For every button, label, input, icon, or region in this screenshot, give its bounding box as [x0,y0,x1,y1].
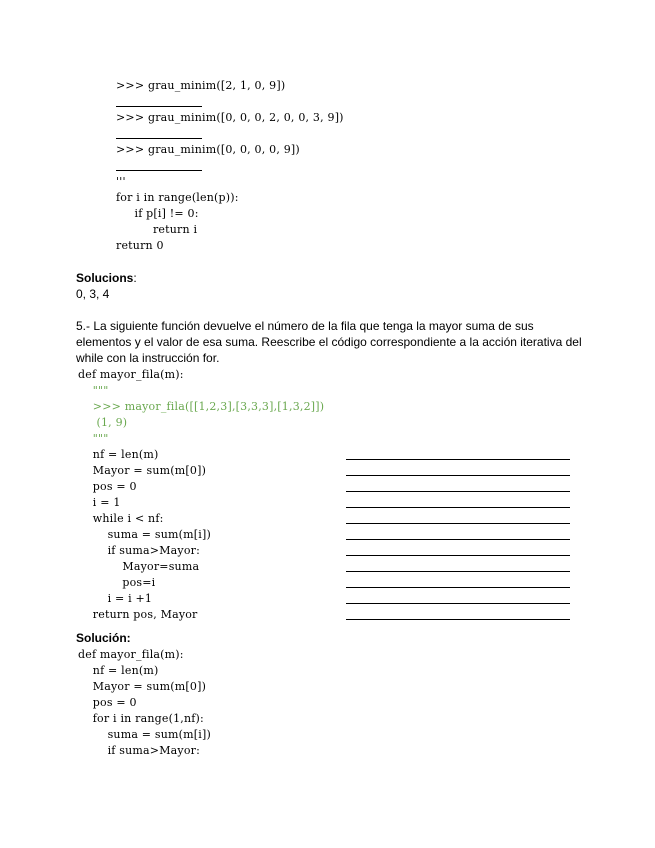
answer-blank [116,106,202,107]
answer-line [346,603,570,604]
code-line: >>> grau_minim([0, 0, 0, 0, 9]) [116,143,300,156]
docstring-line: (1, 9) [78,416,128,429]
code-line: if p[i] != 0: [116,207,199,220]
code-line: nf = len(m) [78,448,159,461]
docstring-line: """ [78,384,109,397]
solutions-colon: : [133,271,137,285]
code-line: if suma>Mayor: [78,744,201,757]
exercise-intro-line: 5.- La siguiente función devuelve el número de la fila que tenga la mayor suma de sus [76,319,534,333]
answer-line [346,619,570,620]
answer-line [346,507,570,508]
solutions-label: Solucions [76,271,134,285]
exercise-intro-line: while con la instrucción for. [76,351,220,365]
answer-blank [116,138,202,139]
answer-blank [116,170,202,171]
docstring-line: >>> mayor_fila([[1,2,3],[3,3,3],[1,3,2]]) [78,400,325,413]
code-line: ''' [116,175,126,188]
code-line: >>> grau_minim([2, 1, 0, 9]) [116,79,286,92]
code-line: return i [116,223,198,236]
solution-heading: Solución: [76,631,131,645]
code-line: i = 1 [78,496,121,509]
exercise-intro-line: elementos y el valor de esa suma. Reescribe el código correspondiente a la acción iterativa del [76,335,582,349]
code-line: while i < nf: [78,512,164,525]
answer-line [346,459,570,460]
code-line: def mayor_fila(m): [78,368,184,381]
solutions-value: 0, 3, 4 [76,287,110,301]
solutions-heading [76,270,137,286]
code-line: if suma>Mayor: [78,544,201,557]
code-line: def mayor_fila(m): [78,648,184,661]
code-line: for i in range(len(p)): [116,191,239,204]
code-line: return pos, Mayor [78,608,198,621]
code-line: Mayor = sum(m[0]) [78,464,207,477]
code-line: return 0 [116,239,164,252]
answer-line [346,523,570,524]
code-line: suma = sum(m[i]) [78,528,211,541]
code-line: pos=i [78,576,156,589]
code-line: suma = sum(m[i]) [78,728,211,741]
code-line: for i in range(1,nf): [78,712,204,725]
code-line: >>> grau_minim([0, 0, 0, 2, 0, 0, 3, 9]) [116,111,344,124]
code-line: pos = 0 [78,480,137,493]
code-line: pos = 0 [78,696,137,709]
code-line: nf = len(m) [78,664,159,677]
answer-line [346,587,570,588]
docstring-line: """ [78,432,109,445]
code-line: i = i +1 [78,592,153,605]
answer-line [346,555,570,556]
answer-line [346,571,570,572]
answer-line [346,475,570,476]
answer-line [346,539,570,540]
code-line: Mayor = sum(m[0]) [78,680,207,693]
code-line: Mayor=suma [78,560,200,573]
answer-line [346,491,570,492]
